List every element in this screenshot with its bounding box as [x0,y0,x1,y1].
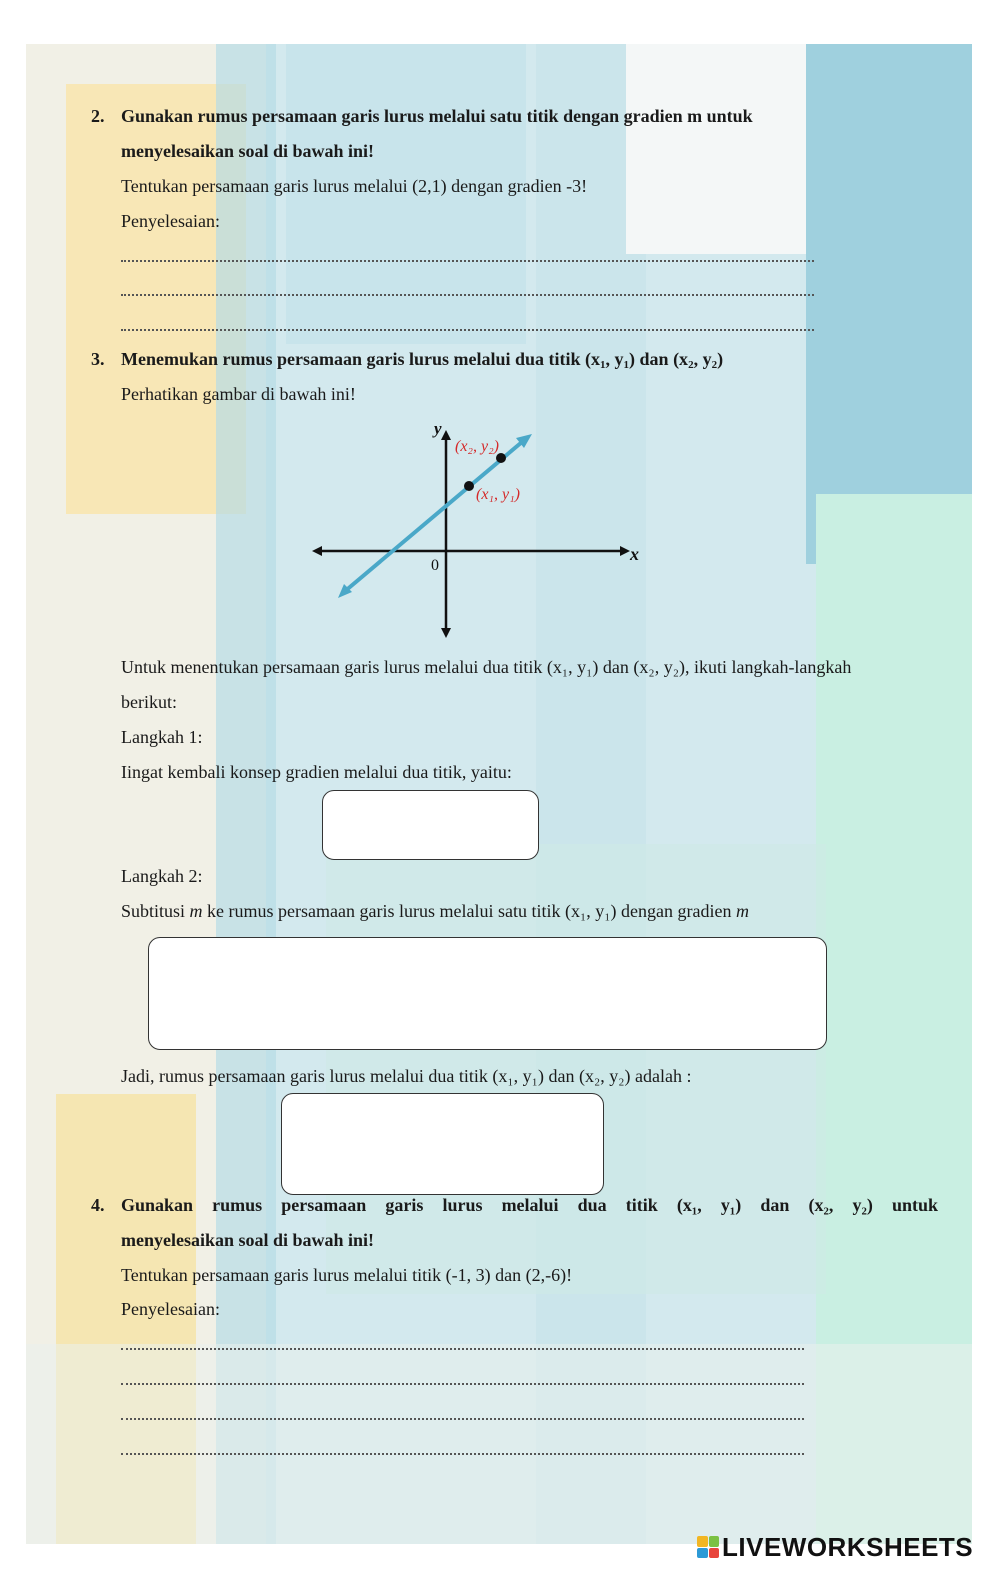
gradient-formula-answer-box[interactable] [322,790,539,860]
question-2-answer-label: Penyelesaian: [121,211,220,231]
answer-line[interactable] [121,1381,804,1385]
question-3-instruction: Perhatikan gambar di bawah ini! [121,384,356,404]
question-4-title-line2: menyelesaikan soal di bawah ini! [121,1230,375,1250]
y-axis-up-arrow [441,430,451,440]
logo-square [697,1548,708,1559]
liveworksheets-icon [697,1536,719,1558]
y-axis-label: y [434,419,442,438]
question-3-number: 3. [91,349,105,369]
question-2-number: 2. [91,106,105,126]
title-word: lurus [442,1195,483,1215]
question-4-title-line1 [121,1194,938,1216]
x-axis-left-arrow [312,546,322,556]
x-axis-label: x [630,544,639,564]
step-2-text [121,900,749,922]
answer-line[interactable] [121,327,814,331]
title-word: dan [760,1195,790,1215]
origin-label: 0 [431,557,439,574]
title-word: y₂) [852,1195,873,1215]
step-2-text-part: ke rumus persamaan garis lurus melalui satu titik (x₁, y₁) dengan gradien [202,901,736,921]
subscript: 2 [711,359,718,371]
point-1 [464,481,474,491]
question-2-title-line2: menyelesaikan soal di bawah ini! [121,141,375,161]
question-2-title-line1: Gunakan rumus persamaan garis lurus melalui satu titik dengan gradien m untuk [121,106,753,126]
answer-line[interactable] [121,1416,804,1420]
question-3-intro-line2: berikut: [121,692,177,712]
title-word: (x₂, [808,1195,834,1215]
point-1-label: (x₁, y₁) [476,486,520,503]
point-2-label: (x₂, y₂) [455,438,499,455]
step-1-text: Iingat kembali konsep gradien melalui dua titik, yaitu: [121,762,512,782]
title-word: melalui [501,1195,559,1215]
y-axis-down-arrow [441,628,451,638]
substitution-answer-box[interactable] [148,937,827,1050]
question-3-title-part: , y [605,349,624,369]
question-2-text: Tentukan persamaan garis lurus melalui (2,1) dengan gradien -3! [121,176,588,196]
title-word: persamaan [281,1195,367,1215]
answer-line[interactable] [121,292,814,296]
question-3-title-part: ) dan (x [629,349,689,369]
answer-line[interactable] [121,1451,804,1455]
step-2-m: m [189,901,203,921]
step-2-text-part: Subtitusi [121,901,190,921]
x-axis-right-arrow [620,546,630,556]
title-word: rumus [212,1195,263,1215]
question-3-title-part: Menemukan rumus persamaan garis lurus melalui dua titik (x [121,349,601,369]
title-word: dua [577,1195,607,1215]
liveworksheets-wordmark: LIVEWORKSHEETS [722,1531,974,1562]
title-word: Gunakan [121,1195,194,1215]
question-4-answer-label: Penyelesaian: [121,1299,220,1319]
answer-line[interactable] [121,1346,804,1350]
logo-square [697,1536,708,1547]
title-word: y₁) [720,1195,742,1215]
title-word: untuk [891,1195,938,1215]
title-word: (x₁, [676,1195,702,1215]
answer-line[interactable] [121,258,814,262]
subscript: 1 [600,359,606,371]
step-2-label: Langkah 2: [121,866,203,886]
question-3-title [121,348,723,370]
subscript: 2 [688,359,694,371]
two-point-formula-answer-box[interactable] [281,1093,604,1195]
step-1-label: Langkah 1: [121,727,203,747]
coordinate-graph [300,412,660,644]
question-4-number: 4. [91,1195,105,1215]
liveworksheets-logo[interactable] [697,1532,973,1562]
question-3-conclusion: Jadi, rumus persamaan garis lurus melalui dua titik (x₁, y₁) dan (x₂, y₂) adalah : [121,1066,692,1086]
question-3-title-part: ) [717,349,724,369]
title-word: garis [385,1195,424,1215]
question-3-intro-line1: Untuk menentukan persamaan garis lurus melalui dua titik (x₁, y₁) dan (x₂, y₂), ikuti langkah-langkah [121,657,852,677]
title-word: titik [625,1195,658,1215]
logo-square [709,1548,720,1559]
subscript: 1 [623,359,630,371]
question-4-text: Tentukan persamaan garis lurus melalui titik (-1, 3) dan (2,-6)! [121,1265,573,1285]
step-2-m: m [735,901,749,921]
question-3-title-part: , y [693,349,712,369]
logo-square [709,1536,720,1547]
